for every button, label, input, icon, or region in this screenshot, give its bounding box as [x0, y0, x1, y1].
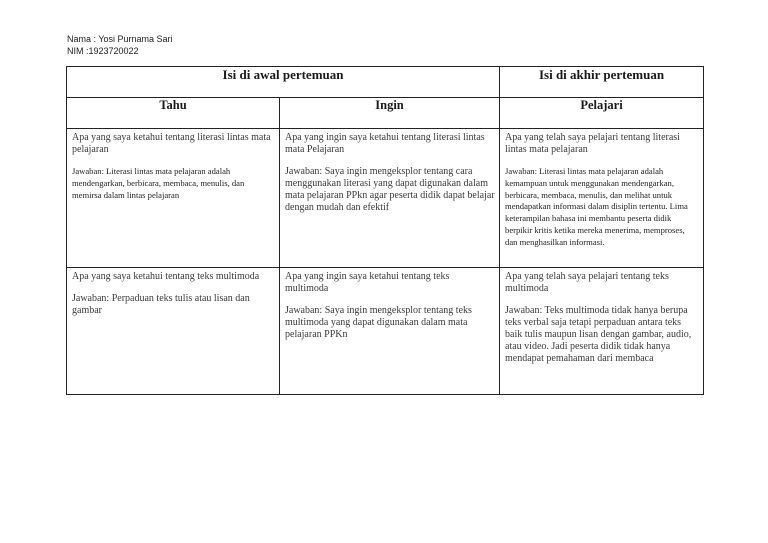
answer-text: Jawaban: Saya ingin mengeksplor tentang teks multimoda yang dapat digunakan dalam mata pelajaran PPKn	[285, 305, 472, 340]
question-text: Apa yang telah saya pelajari tentang teks multimoda	[505, 271, 669, 294]
table-row	[67, 129, 704, 268]
answer-text: Jawaban: Teks multimoda tidak hanya berupa teks verbal saja tetapi perpaduan antara teks baik tulis maupun lisan dengan gambar, audio, atau video. Jadi peserta didik tidak hanya mendapat pemahaman dari membaca	[505, 305, 692, 364]
question-text: Apa yang ingin saya ketahui tentang teks multimoda	[285, 271, 450, 294]
question-text: Apa yang saya ketahui tentang teks multimoda	[72, 271, 260, 282]
header-tahu: Tahu	[67, 98, 280, 129]
question-text: Apa yang ingin saya ketahui tentang literasi lintas mata Pelajaran	[285, 132, 485, 155]
table-sub-header-row	[67, 98, 704, 129]
question-text: Apa yang saya ketahui tentang literasi lintas mata pelajaran	[72, 132, 271, 155]
answer-text: Jawaban: Perpaduan teks tulis atau lisan dan gambar	[72, 293, 250, 316]
cell-tahu	[67, 129, 280, 268]
kwl-table	[66, 66, 704, 395]
cell-ingin	[280, 268, 500, 395]
answer-text: Jawaban: Literasi lintas mata pelajaran adalah mendengarkan, berbicara, membaca, menulis, dan memirsa dalam lintas pelajaran	[72, 166, 245, 200]
header-start-of-meeting: Isi di awal pertemuan	[67, 67, 500, 98]
header-pelajari: Pelajari	[500, 98, 704, 129]
cell-pelajari	[500, 268, 704, 395]
answer-text: Jawaban: Saya ingin mengeksplor tentang cara menggunakan literasi yang dapat digunakan dalam mata pelajaran PPkn agar peserta didik dapat belajar dengan mudah dan efektif	[285, 166, 495, 213]
student-nim: NIM :1923720022	[67, 46, 139, 56]
cell-tahu	[67, 268, 280, 395]
student-name: Nama : Yosi Purnama Sari	[67, 34, 173, 44]
table-row	[67, 268, 704, 395]
table-top-header-row	[67, 67, 704, 98]
cell-ingin	[280, 129, 500, 268]
cell-pelajari	[500, 129, 704, 268]
question-text: Apa yang telah saya pelajari tentang literasi lintas mata pelajaran	[505, 132, 680, 155]
answer-text: Jawaban: Literasi lintas mata pelajaran adalah kemampuan untuk menggunakan mendengarkan, berbicara, membaca, menulis, dan melihat untuk mendapatkan informasi dalam disiplin tertentu. Lima keterampilan bahasa ini membantu peserta didik berpikir kritis ketika mereka menerima, memproses, dan menghasilkan informasi.	[505, 166, 688, 247]
header-ingin: Ingin	[280, 98, 500, 129]
header-end-of-meeting: Isi di akhir pertemuan	[500, 67, 704, 98]
